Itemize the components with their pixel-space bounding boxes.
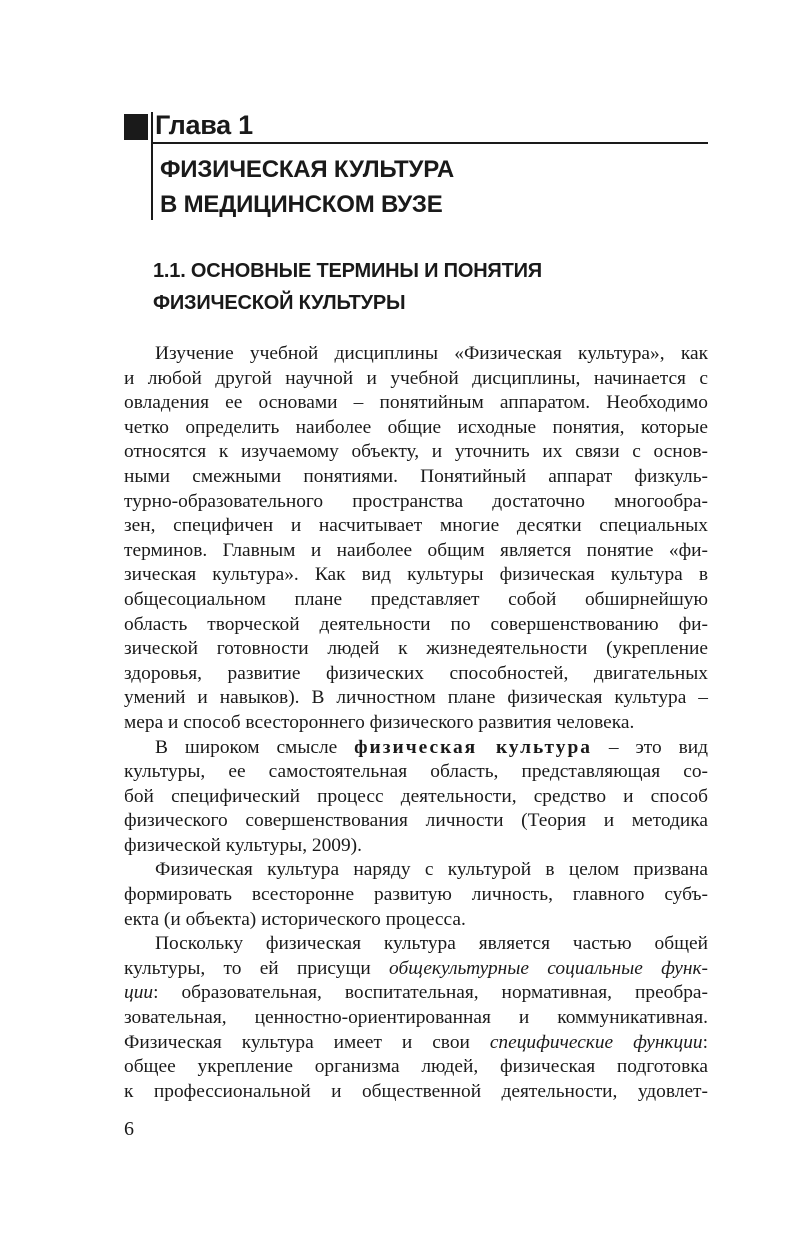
text-line: зовательная, ценностно-ориентированная и коммуникативная. (124, 1007, 708, 1029)
text-line: зен, специфичен и насчитывает многие десятки специальных (124, 515, 708, 537)
text-fragment: В широком смысле (155, 736, 338, 758)
text-line: Изучение учебной дисциплины «Физическая культура», как (155, 343, 708, 364)
text-fragment: : (702, 1031, 708, 1053)
chapter-title-line: В МЕДИЦИНСКОМ ВУЗЕ (160, 191, 443, 218)
text-line: Поскольку физическая культура является частью общей (155, 933, 708, 955)
text-line: екта (и объекта) исторического процесса. (124, 908, 466, 930)
text-line: терминов. Главным и наиболее общим является понятие «фи- (124, 539, 708, 561)
term-italic: специфические функции (489, 1031, 703, 1053)
section-title-line: 1.1. ОСНОВНЫЕ ТЕРМИНЫ И ПОНЯТИЯ (153, 260, 542, 282)
text-line (124, 736, 708, 761)
text-line: зическая культура». Как вид культуры физическая культура в (124, 564, 708, 586)
text-line: ными смежными понятиями. Понятийный аппарат физкуль- (124, 465, 708, 487)
body-text (124, 342, 708, 1104)
text-line (124, 1031, 708, 1056)
text-line: общесоциальном плане представляет собой обширнейшую (124, 588, 708, 610)
text-line: относятся к изучаемому объекту, и уточнить их связи с основ- (124, 441, 708, 463)
text-line: формировать всесторонне развитую личность, главного субъ- (124, 884, 708, 906)
text-line: культуры, ее самостоятельная область, представляющая со- (124, 761, 708, 783)
page-number: 6 (124, 1118, 134, 1140)
chapter-label: Глава 1 (155, 110, 253, 140)
section-title (153, 255, 542, 319)
text-line: общее укрепление организма людей, физическая подготовка (124, 1056, 708, 1078)
chapter-marker-square (124, 114, 148, 140)
text-line: бой специфический процесс деятельности, средство и способ (124, 785, 708, 807)
text-line: физического совершенствования личности (Теория и методика (124, 810, 708, 832)
text-line (124, 981, 708, 1006)
text-line: и любой другой научной и учебной дисциплины, начинается с (124, 367, 708, 389)
text-line: зической готовности людей к жизнедеятельности (укрепление (124, 638, 708, 660)
term-bold: физическая культура (354, 736, 592, 758)
chapter-rule-horizontal (151, 142, 708, 144)
text-line (124, 957, 708, 982)
term-italic: ции (124, 982, 154, 1004)
chapter-rule-vertical (151, 112, 153, 220)
text-line: к профессиональной и общественной деятельности, удовлет- (124, 1080, 708, 1102)
text-fragment: : образовательная, воспитательная, нормативная, преобра- (153, 982, 708, 1004)
text-line: здоровья, развитие физических способностей, двигательных (124, 662, 708, 684)
text-line: область творческой деятельности по совершенствованию фи- (124, 613, 708, 635)
text-fragment: – это вид (608, 736, 708, 758)
text-line: Физическая культура наряду с культурой в целом призвана (155, 859, 708, 881)
text-line: четко определить наиболее общие исходные понятия, которые (124, 416, 708, 438)
term-italic: общекультурные социальные функ- (389, 957, 708, 979)
text-line: мера и способ всестороннего физического развития человека. (124, 711, 635, 733)
text-fragment: культуры, то ей присущи (124, 957, 371, 979)
section-title-line: ФИЗИЧЕСКОЙ КУЛЬТУРЫ (153, 292, 406, 314)
text-line: физической культуры, 2009). (124, 834, 362, 856)
chapter-title-line: ФИЗИЧЕСКАЯ КУЛЬТУРА (160, 156, 455, 183)
text-line: умений и навыков). В личностном плане физическая культура – (124, 687, 708, 709)
text-line: овладения ее основами – понятийным аппаратом. Необходимо (124, 392, 708, 414)
text-line: турно-образовательного пространства достаточно многообра- (124, 490, 708, 512)
text-fragment: Физическая культура имеет и свои (124, 1031, 470, 1053)
chapter-title (160, 152, 454, 222)
